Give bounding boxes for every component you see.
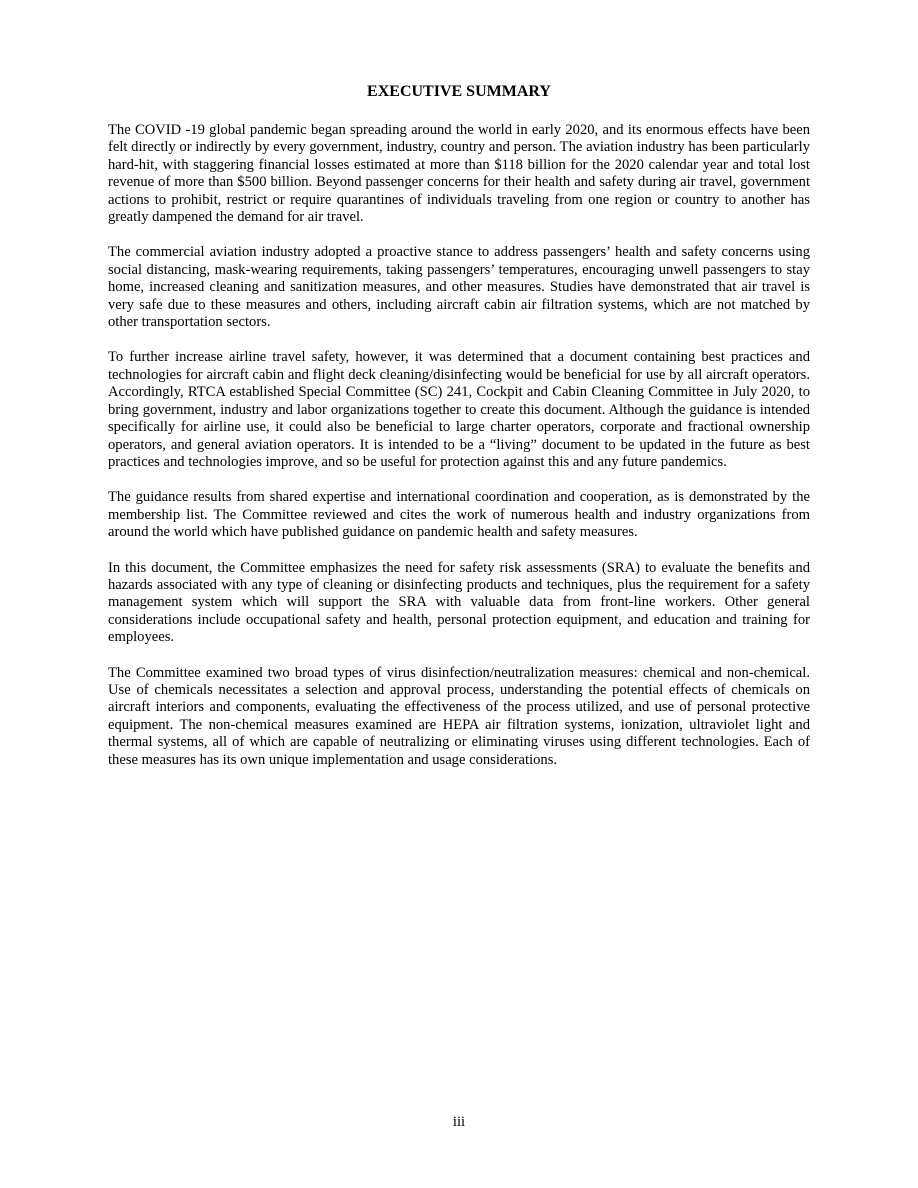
page-title: EXECUTIVE SUMMARY	[367, 83, 551, 100]
paragraph-guidance-sources: The guidance results from shared expertise and international coordination and cooperation, as is demonstrated by the membership list. The Committee reviewed and cites the work of numerous health and industry organizations from around the world which have published guidance on pandemic health and safety measures.	[108, 489, 810, 541]
document-body	[108, 122, 810, 787]
paragraph-pandemic-impact: The COVID -19 global pandemic began spreading around the world in early 2020, and its enormous effects have been felt directly or indirectly by every government, industry, country and person. The aviation industry has been particularly hard-hit, with staggering financial losses estimated at more than $118 billion for the 2020 calendar year and total lost revenue of more than $500 billion. Beyond passenger concerns for their health and safety during air travel, government actions to prohibit, restrict or require quarantines of individuals traveling from one region or country to another has greatly dampened the demand for air travel.	[108, 122, 810, 226]
paragraph-committee-formation: To further increase airline travel safety, however, it was determined that a document containing best practices and technologies for aircraft cabin and flight deck cleaning/disinfecting would be beneficial for use by all aircraft operators. Accordingly, RTCA established Special Committee (SC) 241, Cockpit and Cabin Cleaning Committee in July 2020, to bring government, industry and labor organizations together to create this document. Although the guidance is intended specifically for airline use, it could also be beneficial to large charter operators, corporate and fractional ownership operators, and general aviation operators. It is intended to be a “living” document to be updated in the future as best practices and technologies improve, and so be useful for protection against this and any future pandemics.	[108, 349, 810, 470]
page-number: iii	[452, 1114, 466, 1130]
paragraph-industry-response: The commercial aviation industry adopted a proactive stance to address passengers’ health and safety concerns using social distancing, mask-wearing requirements, taking passengers’ temperatures, encouraging unwell passengers to stay home, increased cleaning and sanitization measures, and other measures. Studies have demonstrated that air travel is very safe due to these measures and others, including aircraft cabin air filtration systems, which are not matched by other transportation sectors.	[108, 244, 810, 331]
paragraph-disinfection-measures: The Committee examined two broad types of virus disinfection/neutralization measures: chemical and non-chemical. Use of chemicals necessitates a selection and approval process, understanding the potential effects of chemicals on aircraft interiors and components, evaluating the effectiveness of the process utilized, and use of personal protective equipment. The non-chemical measures examined are HEPA air filtration systems, ionization, ultraviolet light and thermal systems, all of which are capable of neutralizing or eliminating viruses using different technologies. Each of these measures has its own unique implementation and usage considerations.	[108, 664, 810, 768]
paragraph-safety-risk-assessment: In this document, the Committee emphasizes the need for safety risk assessments (SRA) to evaluate the benefits and hazards associated with any type of cleaning or disinfecting products and techniques, plus the requirement for a safety management system which will support the SRA with valuable data from front-line workers. Other general considerations include occupational safety and health, personal protection equipment, and education and training for employees.	[108, 559, 810, 646]
